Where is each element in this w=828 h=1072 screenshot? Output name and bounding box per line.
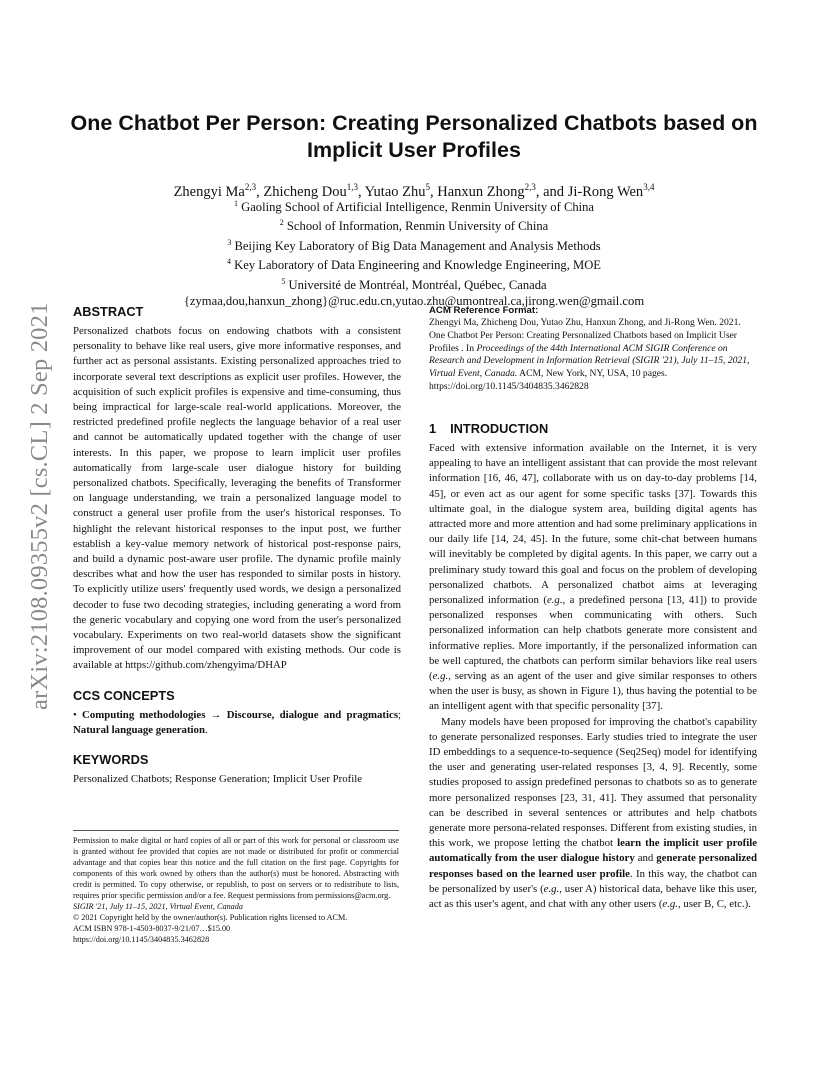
introduction-section: [429, 421, 757, 912]
author: Zhicheng Dou$^{1,3}$: [263, 182, 358, 200]
affiliation: $^2$ School of Information, Renmin University of China: [279, 218, 549, 234]
copyright-footnote: [73, 830, 399, 945]
affiliation: $^1$ Gaoling School of Artificial Intelligence, Renmin University of China: [233, 199, 595, 215]
author: Hanxun Zhong$^{2,3}$: [437, 182, 536, 200]
abstract-heading: ABSTRACT: [73, 304, 144, 319]
isbn-line: ACM ISBN 978-1-4503-8037-9/21/07…$15.00: [73, 924, 231, 933]
affiliation: $^5$ Université de Montréal, Montréal, Québec, Canada: [281, 276, 547, 292]
copyright-line: © 2021 Copyright held by the owner/author(s). Publication rights licensed to ACM.: [73, 913, 348, 922]
left-column: [73, 304, 401, 787]
introduction-heading: 1 INTRODUCTION: [429, 421, 549, 436]
arxiv-stamp: arXiv:2108.09355v2 [cs.CL] 2 Sep 2021: [26, 302, 53, 710]
intro-paragraph-2: Many models have been proposed for improving the chatbot's capability to generate personalized responses. Early studies tried to integrate the user ID embeddings to a sequence-to-sequence (Seq2Seq) model for identifying the user and generating user-related responses [3, 4, 9]. Recently, some studies proposed to assign predefined personas to chatbots so as to generate more personalized responses [23, 31, 41]. They assumed that personality can be described in several sentences or attributes and help chatbots generate more persona-related responses. Different from existing studies, in this work, we propose letting the chatbot learn the implicit user profile automatically from the user dialogue history and generate personalized responses based on the learned user profile. In this way, the chatbot can be personalized by user's (e.g., user A) historical data, behave like this user, act as this user's agent, and chat with any other users (e.g., user B, C, etc.).: [429, 715, 757, 911]
ccs-text: • Computing methodologies → Discourse, dialogue and pragmatics; Natural language generation.: [73, 708, 402, 736]
abstract-section: [73, 304, 401, 674]
author: Yutao Zhu$^5$: [364, 182, 430, 200]
intro-paragraph-1: Faced with extensive information available on the Internet, it is very appealing to have an intelligent assistant that can provide the most relevant information [16, 46, 47], collaborate with us on day-to-day problems [14, 45], or even act as our agent for some specific tasks [37]. Towards this ultimate goal, in the dialogue system area, building digital agents has attracted more and more attention and had some preliminary applications in our daily life [14, 24, 45]. In the future, some chit-chat between humans will inevitably be completed by digital agents. In this paper, we carry out a preliminary study toward this goal and focus on the problem of developing personalized chatbots. A personalized chatbot aims at leveraging personalized information (e.g., a predefined persona [13, 41]) to provide personalized responses when communicating with others. Such personalized information can help chatbots generate more consistent and informative replies. More importantly, if the personalized information can be well captured, the chatbots can perform similar behaviors like real users (e.g., serving as an agent of the user and give similar responses to others when the user is busy, as shown in Figure 1), thus having the potential to be an intelligent agent with that specific personality [37].: [429, 442, 757, 713]
author: Ji-Rong Wen$^{3,4}$: [567, 182, 655, 200]
paper-title: One Chatbot Per Person: Creating Personalized Chatbots based on Implicit User Profiles: [70, 111, 758, 162]
ccs-section: [73, 688, 401, 738]
acm-reference-heading: ACM Reference Format:: [429, 305, 539, 316]
affiliation: $^4$ Key Laboratory of Data Engineering and Knowledge Engineering, MOE: [226, 257, 601, 273]
ccs-heading: CCS CONCEPTS: [73, 687, 175, 703]
affiliation: $^3$ Beijing Key Laboratory of Big Data Management and Analysis Methods: [227, 237, 601, 253]
footnote-rule: [73, 830, 399, 831]
doi-link[interactable]: https://doi.org/10.1145/3404835.3462828: [73, 935, 210, 944]
acm-reference-text: Zhengyi Ma, Zhicheng Dou, Yutao Zhu, Hanxun Zhong, and Ji-Rong Wen. 2021. One Chatbot Per Person: Creating Personalized Chatbots based on Implicit User Profiles . In Proceedings of the 44th International ACM SIGIR Conference on Research and Development in Information Retrieval (SIGIR '21), July 11–15, 2021, Virtual Event, Canada. ACM, New York, NY, USA, 10 pages. https://doi.org/10.1145/3404835.3462828: [429, 317, 750, 392]
keywords-text: Personalized Chatbots; Response Generation; Implicit User Profile: [73, 773, 363, 786]
keywords-section: [73, 752, 401, 787]
permission-notice: Permission to make digital or hard copies of all or part of this work for personal or classroom use is granted without fee provided that copies are not made or distributed for profit or commercial advantage and that copies bear this notice and the full citation on the first page. Copyrights for components of this work owned by others than the author(s) must be honored. Abstracting with credit is permitted. To copy otherwise, or republish, to post on servers or to redistribute to lists, requires prior specific permission and/or a fee. Request permissions from permissions@acm.org.: [73, 836, 399, 900]
author-emails: {zymaa,dou,hanxun_zhong}@ruc.edu.cn,yutao.zhu@umontreal.ca,jirong.wen@gmail.com: [183, 293, 645, 308]
affiliation-list: [60, 196, 768, 309]
conference-line: SIGIR '21, July 11–15, 2021, Virtual Event, Canada: [73, 902, 243, 911]
right-column: [429, 304, 757, 394]
abstract-text: Personalized chatbots focus on endowing chatbots with a consistent personality to behave like real users, give more informative responses, and further act as personal assistants. Existing personalized approaches tried to incorporate several text descriptions as explicit user profiles. However, the acquisition of such explicit profiles is expensive and time-consuming, thus being impractical for large-scale real-world applications. Moreover, the restricted predefined profile neglects the language behavior of a real user and cannot be automatically updated together with the change of user interests. In this paper, we propose to learn implicit user profiles automatically from large-scale user dialogue history for building personalized chatbots. Specifically, leveraging the benefits of Transformer on language understanding, we train a personalized language model to construct a general user profile from the user's historical responses. To highlight the relevant historical responses to the input post, we further establish a key-value memory network of historical post-response pairs, and build a dynamic post-aware user profile. The dynamic profile mainly describes what and how the user has responded to similar posts in history. To explicitly utilize users' frequently used words, we design a personalized decoder to fuse two decoding strategies, including generating a word from the generic vocabulary and copying one word from the user's personalized vocabulary. Experiments on two real-world datasets show the significant improvement of our model compared with existing methods. Our code is available at https://github.com/zhengyima/DHAP: [73, 325, 401, 672]
author: Zhengyi Ma$^{2,3}$: [173, 182, 257, 200]
author-list: Zhengyi Ma$^{2,3}$, Zhicheng Dou$^{1,3}$, Yutao Zhu$^5$, Hanxun Zhong$^{2,3}$, and Ji-Rong Wen$^{3,4}$: [173, 182, 655, 200]
keywords-heading: KEYWORDS: [73, 752, 149, 768]
